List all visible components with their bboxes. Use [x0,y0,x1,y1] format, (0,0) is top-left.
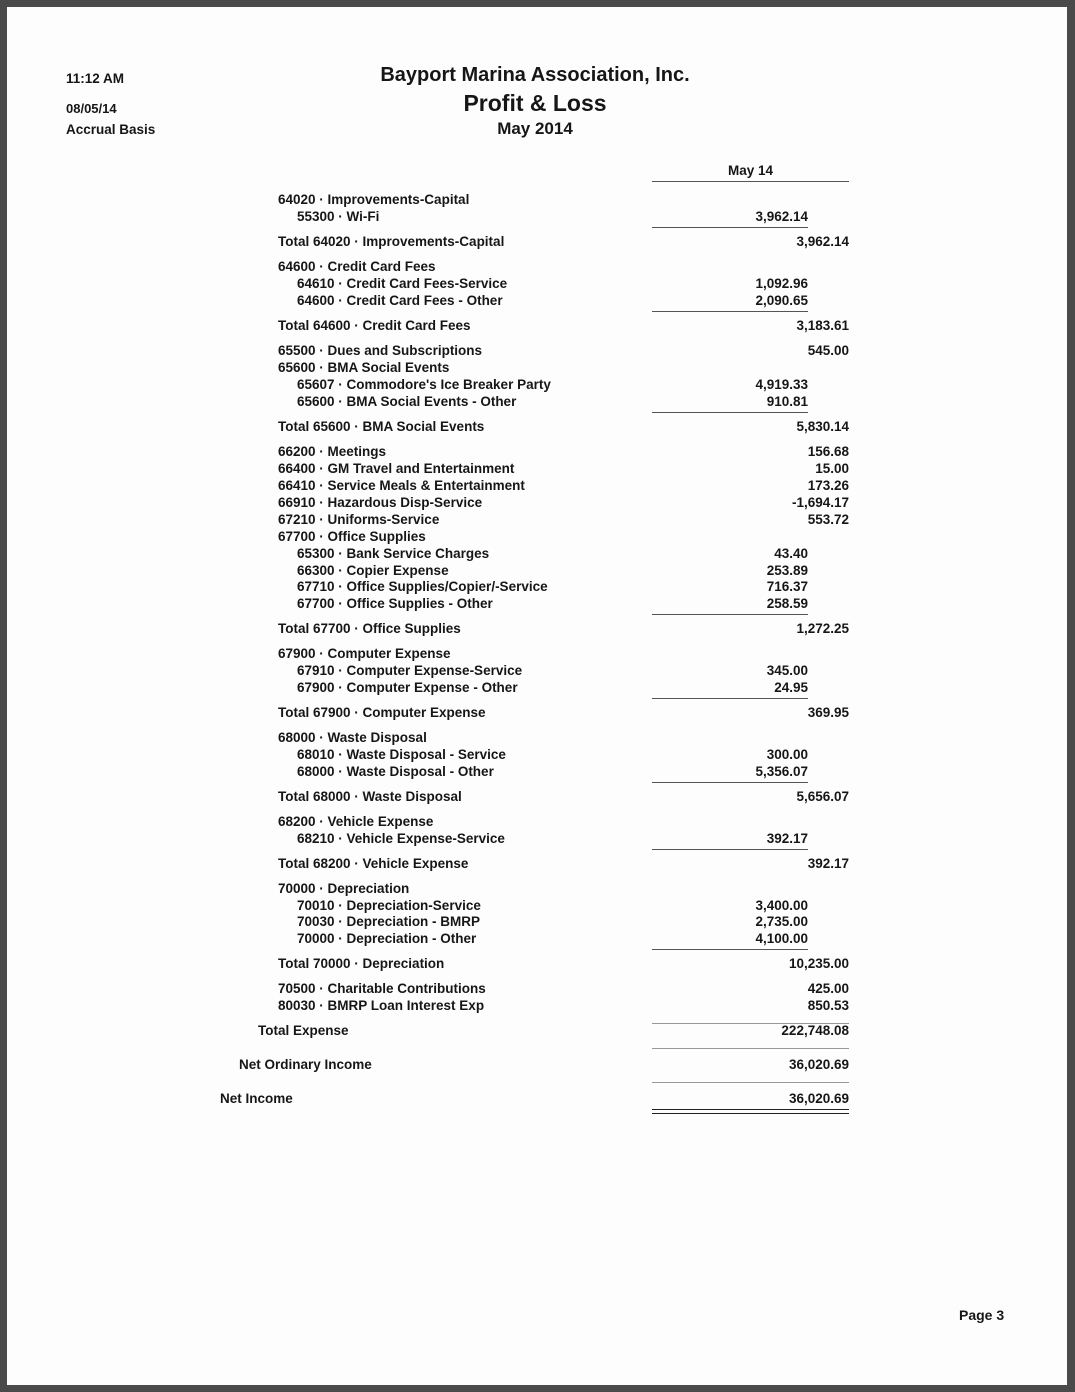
total-amount: 5,830.14 [796,419,849,434]
row-label: Total Expense [258,1023,349,1038]
row-label: 66910 · Hazardous Disp-Service [278,495,483,510]
total-amount: 5,656.07 [796,789,849,804]
sub-amount: 910.81 [766,394,808,409]
report-row [7,258,1063,275]
report-row [7,460,1063,477]
row-label: Total 70000 · Depreciation [278,956,445,971]
total-amount: 3,962.14 [796,234,849,249]
row-label: 68000 · Waste Disposal - Other [297,764,494,779]
report-row [7,317,1063,334]
report-row [7,830,1063,847]
sub-amount: 300.00 [766,747,808,762]
total-amount: 222,748.08 [781,1023,849,1038]
total-amount: 850.53 [807,998,849,1013]
total-underline [652,1048,849,1049]
report-row [7,1056,1063,1073]
report-row [7,955,1063,972]
report-row [7,359,1063,376]
report-row [7,494,1063,511]
report-row [7,788,1063,805]
row-label: 67700 · Office Supplies - Other [297,596,493,611]
sub-amount: 4,100.00 [755,931,808,946]
report-row [7,233,1063,250]
sub-amount: 4,919.33 [755,377,808,392]
page-number: Page 3 [959,1307,1005,1323]
report-row [7,418,1063,435]
company-name: Bayport Marina Association, Inc. [380,64,690,86]
report-row [7,679,1063,696]
row-label: 55300 · Wi-Fi [297,209,380,224]
sub-amount: 392.17 [766,831,808,846]
report-row [7,813,1063,830]
row-label: 67700 · Office Supplies [278,529,426,544]
report-row [7,913,1063,930]
total-amount: 3,183.61 [796,318,849,333]
total-underline [652,782,808,783]
report-period: May 2014 [497,119,573,138]
row-label: 68010 · Waste Disposal - Service [297,747,506,762]
report-row [7,443,1063,460]
report-row [7,376,1063,393]
print-date: 08/05/14 [66,101,117,116]
report-row [7,1090,1063,1107]
report-row [7,662,1063,679]
report-row [7,292,1063,309]
row-label: 66410 · Service Meals & Entertainment [278,478,525,493]
total-underline [652,1082,849,1083]
row-label: 80030 · BMRP Loan Interest Exp [278,998,485,1013]
row-label: 64600 · Credit Card Fees [278,259,436,274]
row-label: 67900 · Computer Expense [278,646,451,661]
row-label: 65300 · Bank Service Charges [297,546,490,561]
row-label: 65600 · BMA Social Events [278,360,450,375]
sub-amount: 258.59 [766,596,808,611]
row-label: 66400 · GM Travel and Entertainment [278,461,515,476]
report-row [7,208,1063,225]
row-label: 68200 · Vehicle Expense [278,814,434,829]
report-row [7,746,1063,763]
sub-amount: 2,735.00 [755,914,808,929]
row-label: 70030 · Depreciation - BMRP [297,914,481,929]
total-amount: 173.26 [807,478,849,493]
report-row [7,528,1063,545]
report-row [7,562,1063,579]
sub-amount: 3,400.00 [755,898,808,913]
row-label: 65607 · Commodore's Ice Breaker Party [297,377,551,392]
row-label: 70500 · Charitable Contributions [278,981,486,996]
total-amount: 553.72 [807,512,849,527]
row-label: Total 68000 · Waste Disposal [278,789,462,804]
sub-amount: 5,356.07 [755,764,808,779]
row-label: Total 67900 · Computer Expense [278,705,486,720]
row-label: 64020 · Improvements-Capital [278,192,470,207]
total-underline [652,311,808,312]
report-row [7,897,1063,914]
sub-amount: 345.00 [766,663,808,678]
total-amount: 15.00 [815,461,849,476]
row-label: 65600 · BMA Social Events - Other [297,394,517,409]
report-title: Profit & Loss [463,90,607,116]
sub-amount: 24.95 [774,680,808,695]
double-underline [652,1109,849,1114]
report-row [7,704,1063,721]
row-label: 67210 · Uniforms-Service [278,512,440,527]
row-label: Net Ordinary Income [239,1057,372,1072]
sub-amount: 1,092.96 [755,276,808,291]
report-row [7,578,1063,595]
report-row [7,1022,1063,1039]
total-amount: -1,694.17 [791,495,849,510]
report-row [7,342,1063,359]
report-row [7,997,1063,1014]
total-underline [652,849,808,850]
row-label: Total 67700 · Office Supplies [278,621,461,636]
report-row [7,595,1063,612]
sub-amount: 253.89 [766,563,808,578]
column-header: May 14 [652,163,849,182]
total-amount: 10,235.00 [788,956,849,971]
total-underline [652,614,808,615]
row-label: Net Income [220,1091,293,1106]
row-label: 66300 · Copier Expense [297,563,449,578]
total-underline [652,949,808,950]
total-amount: 156.68 [807,444,849,459]
row-label: 65500 · Dues and Subscriptions [278,343,483,358]
total-underline [652,412,808,413]
report-row [7,275,1063,292]
report-row [7,763,1063,780]
row-label: Total 68200 · Vehicle Expense [278,856,469,871]
row-label: 67710 · Office Supplies/Copier/-Service [297,579,548,594]
row-label: Total 65600 · BMA Social Events [278,419,485,434]
total-underline [652,227,808,228]
row-label: 66200 · Meetings [278,444,387,459]
report-row [7,645,1063,662]
report-basis: Accrual Basis [66,122,156,137]
row-label: 68000 · Waste Disposal [278,730,427,745]
row-label: 70010 · Depreciation-Service [297,898,481,913]
total-amount: 545.00 [807,343,849,358]
total-amount: 369.95 [807,705,849,720]
row-label: 70000 · Depreciation [278,881,410,896]
sub-amount: 2,090.65 [755,293,808,308]
row-label: 70000 · Depreciation - Other [297,931,477,946]
row-label: 64600 · Credit Card Fees - Other [297,293,503,308]
row-label: 67910 · Computer Expense-Service [297,663,523,678]
total-amount: 36,020.69 [788,1091,849,1106]
report-row [7,855,1063,872]
total-amount: 425.00 [807,981,849,996]
report-row [7,393,1063,410]
report-row [7,620,1063,637]
report-row [7,729,1063,746]
report-row [7,930,1063,947]
total-underline [652,698,808,699]
row-label: Total 64600 · Credit Card Fees [278,318,471,333]
total-amount: 36,020.69 [788,1057,849,1072]
sub-amount: 716.37 [766,579,808,594]
report-row [7,980,1063,997]
row-label: 64610 · Credit Card Fees-Service [297,276,508,291]
report-row [7,511,1063,528]
row-label: 68210 · Vehicle Expense-Service [297,831,505,846]
report-page [7,7,1067,1385]
report-row [7,191,1063,208]
row-label: Total 64020 · Improvements-Capital [278,234,505,249]
total-amount: 1,272.25 [796,621,849,636]
sub-amount: 3,962.14 [755,209,808,224]
print-time: 11:12 AM [66,71,125,86]
sub-amount: 43.40 [774,546,808,561]
report-row [7,477,1063,494]
report-row [7,880,1063,897]
row-label: 67900 · Computer Expense - Other [297,680,518,695]
total-amount: 392.17 [807,856,849,871]
report-row [7,545,1063,562]
